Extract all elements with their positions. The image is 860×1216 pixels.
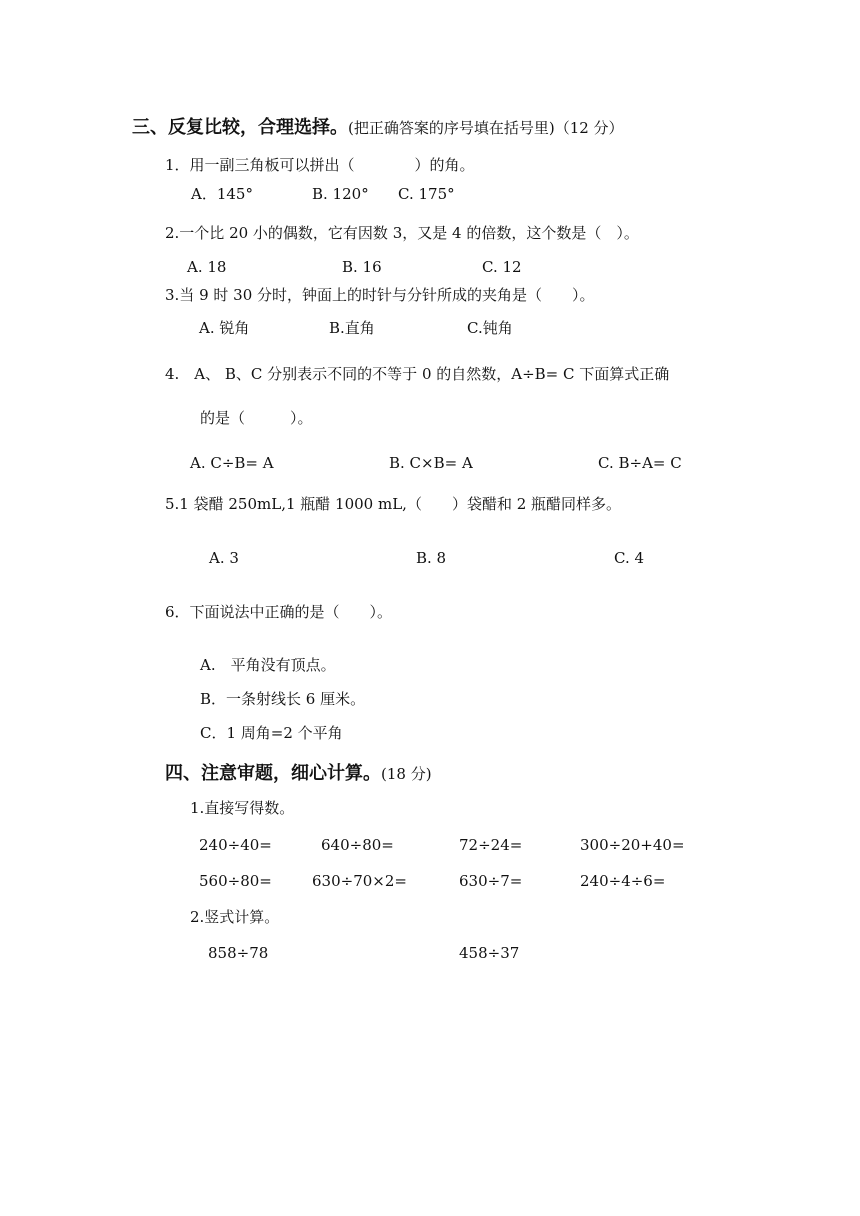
q1-option-c: C. 175°	[398, 185, 455, 203]
q3-option-b: B.直角	[329, 319, 375, 337]
calc-item: 630÷70×2=	[312, 872, 407, 890]
calc-item: 640÷80=	[321, 836, 394, 854]
q3-stem: 3.当 9 时 30 分时，钟面上的时针与分针所成的夹角是（ ）。	[165, 286, 595, 304]
q1-option-b: B. 120°	[312, 185, 369, 203]
vertical-calc-item: 858÷78	[208, 944, 269, 962]
calc-item: 560÷80=	[199, 872, 272, 890]
section4-sub1-label: 1.直接写得数。	[190, 799, 295, 817]
q6-option-c: C．1 周角=2 个平角	[200, 724, 343, 742]
q5-option-c: C. 4	[614, 549, 645, 567]
q4-stem: 4. A、 B、C 分别表示不同的不等于 0 的自然数，A÷B= C 下面算式正确	[165, 365, 670, 383]
calc-item: 240÷4÷6=	[580, 872, 666, 890]
q6-option-b: B．一条射线长 6 厘米。	[200, 690, 366, 708]
calc-item: 630÷7=	[459, 872, 523, 890]
q1-stem: 1．用一副三角板可以拼出（ ）的角。	[165, 156, 475, 174]
q3-option-c: C.钝角	[467, 319, 513, 337]
section3-note: (把正确答案的序号填在括号里)（12 分）	[348, 119, 624, 137]
q4-option-c: C. B÷A= C	[598, 454, 682, 472]
section3-title: 三、反复比较，合理选择。	[132, 117, 348, 138]
calc-item: 240÷40=	[199, 836, 272, 854]
q4-option-b: B. C×B= A	[389, 454, 473, 472]
q5-option-a: A. 3	[209, 549, 239, 567]
section4-title: 四、注意审题，细心计算。	[165, 763, 381, 784]
q1-option-a: A．145°	[191, 185, 253, 203]
section4-header	[165, 765, 432, 783]
q2-stem: 2.一个比 20 小的偶数，它有因数 3，又是 4 的倍数，这个数是（ ）。	[165, 224, 639, 242]
section3-header	[132, 119, 624, 137]
q6-stem: 6．下面说法中正确的是（ ）。	[165, 603, 393, 621]
q5-stem: 5.1 袋醋 250mL,1 瓶醋 1000 mL,（ ）袋醋和 2 瓶醋同样多。	[165, 495, 622, 513]
calc-item: 72÷24=	[459, 836, 523, 854]
section4-note: (18 分)	[381, 765, 432, 783]
q2-option-b: B. 16	[342, 258, 382, 276]
q2-option-a: A. 18	[187, 258, 227, 276]
section4-sub2-label: 2.竖式计算。	[190, 908, 280, 926]
q3-option-a: A. 锐角	[199, 319, 250, 337]
q2-option-c: C. 12	[482, 258, 522, 276]
q4-stem-continued: 的是（ ）。	[200, 409, 313, 427]
calc-item: 300÷20+40=	[580, 836, 685, 854]
q4-option-a: A. C÷B= A	[190, 454, 274, 472]
q6-option-a: A. 平角没有顶点。	[200, 656, 336, 674]
vertical-calc-item: 458÷37	[459, 944, 520, 962]
q5-option-b: B. 8	[416, 549, 447, 567]
